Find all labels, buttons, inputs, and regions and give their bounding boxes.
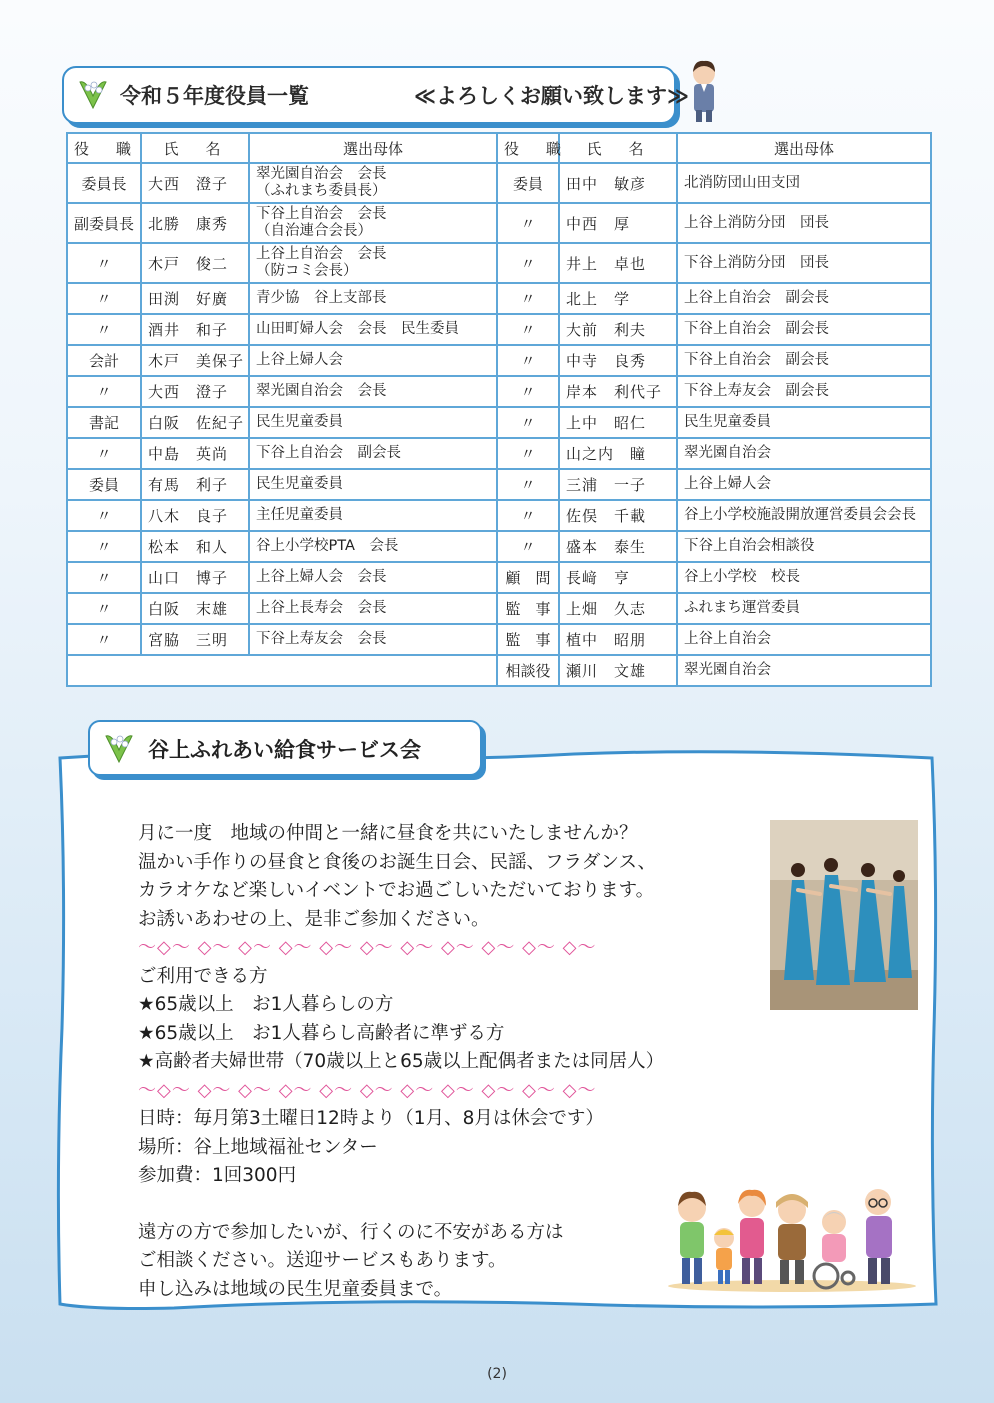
officer-name-cell: 北勝 康秀 (141, 203, 249, 243)
officer-name-cell: 木戸 俊二 (141, 243, 249, 283)
officer-role-cell: 〃 (67, 531, 141, 562)
eligible-heading: ご利用できる方 (138, 965, 268, 987)
table-row (67, 163, 931, 203)
family-illustration (664, 1180, 920, 1292)
officers-title-box (62, 66, 689, 124)
officer-org-cell: 北消防団山田支団 (677, 163, 931, 203)
officer-role-cell: 〃 (67, 593, 141, 624)
table-row (67, 376, 931, 407)
officer-name-cell: 宮脇 三明 (141, 624, 249, 655)
officer-role-cell: 〃 (497, 407, 559, 438)
table-row (67, 438, 931, 469)
closing-line: 申し込みは地域の民生児童委員まで。 (138, 1278, 453, 1300)
table-row (67, 243, 931, 283)
officer-name-cell: 山之内 瞳 (559, 438, 677, 469)
officer-name-cell: 山口 博子 (141, 562, 249, 593)
officer-org-cell: 上谷上消防分団 団長 (677, 203, 931, 243)
officer-role-cell: 〃 (497, 531, 559, 562)
header-name-left: 氏 名 (141, 133, 249, 163)
officer-role-cell: 〃 (67, 438, 141, 469)
officers-greeting: ≪よろしくお願い致します≫ (414, 84, 689, 108)
lily-of-valley-icon (102, 730, 136, 766)
officer-org-cell: ふれまち運営委員 (677, 593, 931, 624)
officer-role-cell: 委員 (67, 469, 141, 500)
officer-name-cell: 大前 利夫 (559, 314, 677, 345)
header-role-right: 役 職 (497, 133, 559, 163)
table-row (67, 283, 931, 314)
officer-org-cell: 下谷上消防分団 団長 (677, 243, 931, 283)
officer-org-cell: 上谷上自治会 (677, 624, 931, 655)
officer-role-cell: 顧 問 (497, 562, 559, 593)
officer-role-cell: 書記 (67, 407, 141, 438)
hula-dance-photo (770, 820, 918, 1010)
officer-org-cell: 翠光園自治会 (677, 655, 931, 686)
schedule-text: 日時：毎月第3土曜日12時より（1月、8月は休会です） (138, 1108, 604, 1129)
place-text: 場所：谷上地域福祉センター (138, 1136, 378, 1158)
bowing-person-icon (686, 60, 722, 124)
officer-org-cell: 民生児童委員 (249, 407, 497, 438)
officer-role-cell: 〃 (497, 438, 559, 469)
intro-line: 温かい手作りの昼食と食後のお誕生日会、民謡、フラダンス、 (138, 851, 657, 873)
officer-name-cell: 木戸 美保子 (141, 345, 249, 376)
decorative-divider: ～◇～ ◇～ ◇～ ◇～ ◇～ ◇～ ◇～ ◇～ ◇～ ◇～ ◇～ (138, 1079, 597, 1101)
officer-name-cell: 佐俣 千載 (559, 500, 677, 531)
officer-role-cell: 委員長 (67, 163, 141, 203)
table-row (67, 655, 931, 686)
officer-role-cell: 〃 (497, 345, 559, 376)
officer-name-cell: 田渕 好廣 (141, 283, 249, 314)
officer-org-cell: 下谷上自治会 副会長 (677, 345, 931, 376)
officer-org-cell: 谷上小学校施設開放運営委員会会長 (677, 500, 931, 531)
officer-role-cell: 〃 (497, 469, 559, 500)
lunch-body (138, 820, 664, 1304)
officer-name-cell: 上畑 久志 (559, 593, 677, 624)
officer-name-cell: 酒井 和子 (141, 314, 249, 345)
officer-org-cell: 下谷上自治会相談役 (677, 531, 931, 562)
officer-role-cell: 副委員長 (67, 203, 141, 243)
officer-name-cell: 中西 厚 (559, 203, 677, 243)
officer-role-cell: 〃 (497, 314, 559, 345)
officer-name-cell: 田中 敏彦 (559, 163, 677, 203)
officer-name-cell: 八木 良子 (141, 500, 249, 531)
table-row (67, 531, 931, 562)
fee-text: 参加費：1回300円 (138, 1165, 297, 1186)
table-row (67, 500, 931, 531)
officer-org-cell: 上谷上自治会 会長 （防コミ会長） (249, 243, 497, 283)
officer-role-cell: 相談役 (497, 655, 559, 686)
officer-role-cell: 〃 (497, 283, 559, 314)
officer-org-cell: 上谷上婦人会 (249, 345, 497, 376)
officer-name-cell: 井上 卓也 (559, 243, 677, 283)
officer-name-cell: 大西 澄子 (141, 376, 249, 407)
officer-name-cell: 長﨑 亨 (559, 562, 677, 593)
officer-name-cell: 植中 昭朋 (559, 624, 677, 655)
decorative-divider: ～◇～ ◇～ ◇～ ◇～ ◇～ ◇～ ◇～ ◇～ ◇～ ◇～ ◇～ (138, 937, 597, 958)
officer-name-cell: 中島 英尚 (141, 438, 249, 469)
officer-org-cell: 下谷上自治会 副会長 (249, 438, 497, 469)
header-org-right: 選出母体 (677, 133, 931, 163)
officer-role-cell: 〃 (497, 376, 559, 407)
officer-name-cell: 盛本 泰生 (559, 531, 677, 562)
header-role-left: 役 職 (67, 133, 141, 163)
table-row (67, 407, 931, 438)
officer-name-cell: 瀬川 文雄 (559, 655, 677, 686)
table-header-row (67, 133, 931, 163)
officer-org-cell: 上谷上婦人会 会長 (249, 562, 497, 593)
officer-org-cell: 翠光園自治会 会長 (249, 376, 497, 407)
officer-org-cell: 翠光園自治会 (677, 438, 931, 469)
officer-org-cell: 上谷上長寿会 会長 (249, 593, 497, 624)
officer-org-cell: 上谷上自治会 副会長 (677, 283, 931, 314)
closing-line: ご相談ください。送迎サービスもあります。 (138, 1250, 507, 1271)
officer-org-cell: 青少協 谷上支部長 (249, 283, 497, 314)
officer-org-cell: 上谷上婦人会 (677, 469, 931, 500)
officer-name-cell: 中寺 良秀 (559, 345, 677, 376)
officer-org-cell: 主任児童委員 (249, 500, 497, 531)
officer-role-cell: 会計 (67, 345, 141, 376)
eligible-item: ★65歳以上 お1人暮らし高齢者に準ずる方 (138, 1022, 505, 1044)
officer-name-cell: 白阪 末雄 (141, 593, 249, 624)
intro-line: お誘いあわせの上、是非ご参加ください。 (138, 908, 490, 930)
officer-org-cell: 谷上小学校PTA 会長 (249, 531, 497, 562)
officer-role-cell: 〃 (67, 376, 141, 407)
officer-org-cell: 民生児童委員 (249, 469, 497, 500)
officer-role-cell: 〃 (497, 243, 559, 283)
officers-title: 令和５年度役員一覧 (120, 84, 309, 108)
officer-org-cell: 翠光園自治会 会長 （ふれまち委員長） (249, 163, 497, 203)
officer-name-cell: 大西 澄子 (141, 163, 249, 203)
officer-org-cell: 谷上小学校 校長 (677, 562, 931, 593)
officer-role-cell: 〃 (67, 243, 141, 283)
lunch-title-box (88, 720, 482, 776)
table-row (67, 203, 931, 243)
header-org-left: 選出母体 (249, 133, 497, 163)
officer-org-cell: 下谷上自治会 会長 （自治連合会長） (249, 203, 497, 243)
officer-role-cell: 〃 (67, 314, 141, 345)
officer-role-cell: 〃 (67, 500, 141, 531)
officer-role-cell: 〃 (497, 203, 559, 243)
closing-line: 遠方の方で参加したいが、行くのに不安がある方は (138, 1221, 564, 1243)
table-row (67, 345, 931, 376)
table-row (67, 562, 931, 593)
officer-role-cell: 〃 (67, 283, 141, 314)
officer-role-cell: 監 事 (497, 624, 559, 655)
officer-name-cell: 岸本 利代子 (559, 376, 677, 407)
officer-role-cell: 〃 (497, 500, 559, 531)
officer-name-cell: 上中 昭仁 (559, 407, 677, 438)
officer-name-cell: 松本 和人 (141, 531, 249, 562)
officer-org-cell: 民生児童委員 (677, 407, 931, 438)
officer-name-cell: 三浦 一子 (559, 469, 677, 500)
eligible-item: ★高齢者夫婦世帯（70歳以上と65歳以上配偶者または同居人） (138, 1051, 665, 1072)
lily-of-valley-icon (76, 76, 110, 112)
officer-org-cell: 下谷上寿友会 副会長 (677, 376, 931, 407)
officer-name-cell: 白阪 佐紀子 (141, 407, 249, 438)
eligible-item: ★65歳以上 お1人暮らしの方 (138, 994, 394, 1015)
header-name-right: 氏 名 (559, 133, 677, 163)
officer-name-cell: 有馬 利子 (141, 469, 249, 500)
officer-name-cell: 北上 学 (559, 283, 677, 314)
intro-line: 月に一度 地域の仲間と一緒に昼食を共にいたしませんか？ (138, 823, 638, 844)
intro-line: カラオケなど楽しいイベントでお過ごしいただいております。 (138, 880, 655, 901)
empty-cell (67, 655, 497, 686)
officer-org-cell: 下谷上自治会 副会長 (677, 314, 931, 345)
officer-role-cell: 〃 (67, 624, 141, 655)
officer-org-cell: 山田町婦人会 会長 民生委員 (249, 314, 497, 345)
officer-role-cell: 監 事 (497, 593, 559, 624)
officer-role-cell: 委員 (497, 163, 559, 203)
officer-org-cell: 下谷上寿友会 会長 (249, 624, 497, 655)
officer-role-cell: 〃 (67, 562, 141, 593)
table-row (67, 469, 931, 500)
table-row (67, 314, 931, 345)
officers-table (66, 132, 932, 687)
table-row (67, 624, 931, 655)
lunch-title: 谷上ふれあい給食サービス会 (148, 738, 421, 762)
page-number: (2) (487, 1366, 507, 1382)
table-row (67, 593, 931, 624)
